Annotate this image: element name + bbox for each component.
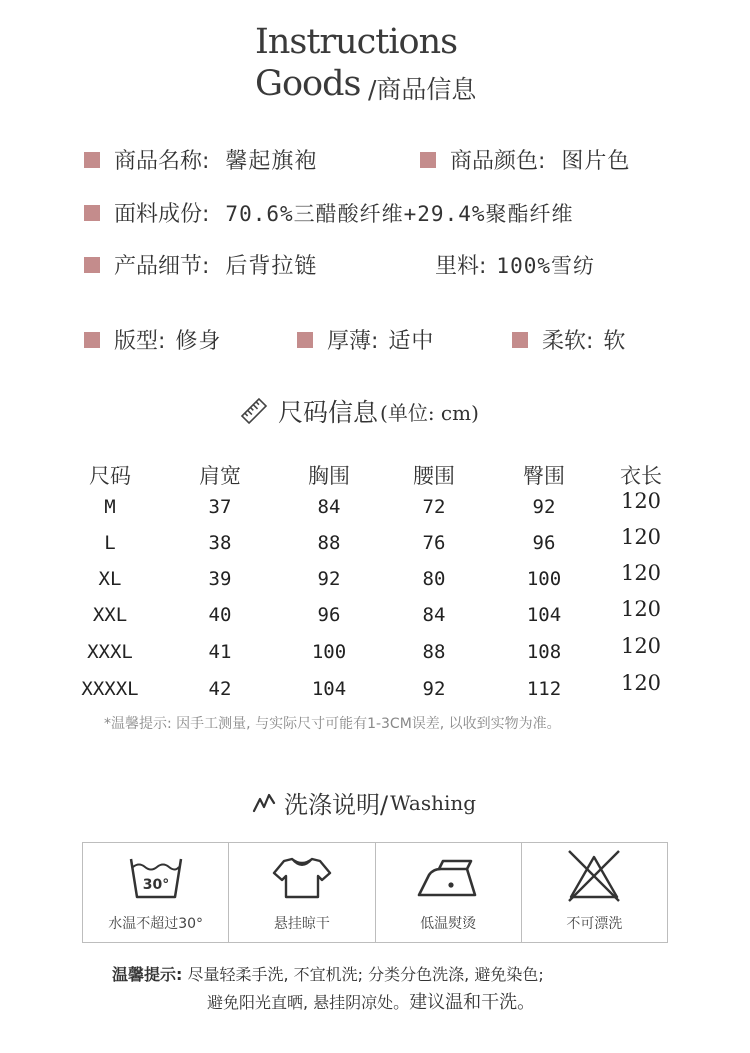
tip-text-1: 尽量轻柔手洗, 不宜机洗; 分类分色洗涤, 避免染色;	[187, 965, 544, 984]
table-cell-length: 120	[620, 525, 662, 549]
info-name	[84, 144, 317, 175]
care-item-wash-30	[83, 843, 229, 942]
table-cell-size: M	[104, 496, 116, 518]
detail-label: 产品细节:	[114, 254, 210, 279]
table-cell-size: XXXL	[87, 641, 133, 663]
table-cell-shoulder: 38	[208, 532, 232, 554]
thickness-label: 厚薄:	[327, 329, 379, 354]
care-item-low-iron	[376, 843, 522, 942]
table-cell-size: L	[104, 532, 116, 554]
softness-value: 软	[603, 329, 627, 354]
bullet-square-icon	[512, 332, 528, 348]
care-instructions-box	[82, 842, 668, 943]
table-header-waist: 腰围	[413, 464, 455, 488]
table-cell-bust: 88	[317, 532, 341, 554]
table-cell-size: XXXXL	[81, 678, 139, 700]
no-bleach-icon	[565, 847, 623, 903]
fabric-value: 70.6%三醋酸纤维+29.4%聚酯纤维	[225, 201, 574, 226]
table-header-shoulder: 肩宽	[199, 464, 241, 488]
lining-value: 100%雪纺	[496, 253, 595, 278]
table-cell-shoulder: 41	[208, 641, 232, 663]
table-cell-waist: 92	[422, 678, 446, 700]
wash-30-icon	[127, 853, 185, 903]
lining-label: 里料:	[435, 254, 487, 279]
softness-label: 柔软:	[542, 329, 594, 354]
table-cell-bust: 92	[317, 568, 341, 590]
info-color	[420, 144, 630, 175]
table-cell-shoulder: 37	[208, 496, 232, 518]
info-detail	[84, 249, 317, 280]
table-header-hip: 臀围	[523, 464, 565, 488]
table-cell-hip: 104	[526, 604, 562, 626]
table-cell-bust: 84	[317, 496, 341, 518]
fit-value: 修身	[175, 329, 222, 354]
table-cell-bust: 96	[317, 604, 341, 626]
table-cell-hip: 108	[526, 641, 562, 663]
washing-heading	[252, 785, 476, 820]
table-cell-shoulder: 42	[208, 678, 232, 700]
size-note: *温馨提示: 因手工测量, 与实际尺寸可能有1-3CM误差, 以收到实物为准。	[104, 716, 561, 732]
title-product-info-cn: /商品信息	[368, 75, 477, 104]
washing-heading-en: Washing	[390, 790, 477, 815]
table-cell-length: 120	[620, 489, 662, 513]
table-cell-waist: 88	[422, 641, 446, 663]
table-header-bust: 胸围	[308, 464, 350, 488]
care-label-iron: 低温熨烫	[420, 916, 477, 932]
table-cell-bust: 104	[311, 678, 347, 700]
table-cell-shoulder: 40	[208, 604, 232, 626]
washing-tip-line1	[112, 962, 544, 985]
ruler-icon	[240, 397, 268, 425]
name-label: 商品名称:	[114, 149, 210, 174]
info-fabric	[84, 197, 574, 228]
fabric-label: 面料成份:	[114, 202, 210, 227]
info-thickness	[297, 324, 434, 355]
color-label: 商品颜色:	[450, 149, 546, 174]
size-heading-title: 尺码信息	[278, 398, 379, 427]
bullet-square-icon	[84, 205, 100, 221]
table-header-length: 衣长	[620, 464, 662, 488]
wash-temp-label: 30°	[142, 877, 169, 893]
fit-label: 版型:	[114, 329, 166, 354]
color-value: 图片色	[561, 149, 631, 174]
hang-dry-icon	[272, 853, 332, 903]
title-goods: Goods	[255, 64, 361, 104]
tip-text-2b: 建议温和干洗。	[409, 992, 536, 1013]
table-cell-length: 120	[620, 597, 662, 621]
thickness-value: 适中	[388, 329, 435, 354]
bullet-square-icon	[84, 332, 100, 348]
care-label-hang: 悬挂晾干	[273, 916, 330, 932]
washing-tip-line2	[207, 988, 535, 1014]
size-heading	[240, 393, 479, 429]
size-heading-unit: (单位: cm)	[380, 400, 479, 425]
table-cell-hip: 92	[532, 496, 556, 518]
table-cell-waist: 76	[422, 532, 446, 554]
info-softness	[512, 324, 626, 355]
table-cell-waist: 72	[422, 496, 446, 518]
table-cell-length: 120	[620, 671, 662, 695]
table-cell-size: XXL	[92, 604, 128, 626]
wavy-line-icon	[252, 791, 276, 815]
care-item-hang-dry	[229, 843, 375, 942]
table-cell-hip: 96	[532, 532, 556, 554]
table-cell-hip: 100	[526, 568, 562, 590]
table-cell-waist: 80	[422, 568, 446, 590]
care-label-wash: 水温不超过30°	[108, 916, 204, 932]
table-cell-length: 120	[620, 561, 662, 585]
table-cell-hip: 112	[526, 678, 562, 700]
table-cell-size: XL	[98, 568, 122, 590]
info-lining	[435, 249, 595, 280]
info-fit	[84, 324, 221, 355]
bullet-square-icon	[84, 257, 100, 273]
washing-heading-title: 洗涤说明/	[284, 791, 389, 819]
table-header-size: 尺码	[89, 464, 131, 488]
table-cell-waist: 84	[422, 604, 446, 626]
care-label-bleach: 不可漂洗	[566, 916, 623, 932]
table-cell-bust: 100	[311, 641, 347, 663]
care-item-no-bleach	[522, 843, 667, 942]
name-value: 馨起旗袍	[225, 149, 318, 174]
bullet-square-icon	[420, 152, 436, 168]
tip-text-2a: 避免阳光直晒, 悬挂阴凉处。	[207, 993, 410, 1012]
tip-label: 温馨提示:	[112, 965, 183, 984]
low-iron-icon	[415, 853, 481, 903]
title-instructions: Instructions	[255, 22, 458, 62]
bullet-square-icon	[297, 332, 313, 348]
table-cell-shoulder: 39	[208, 568, 232, 590]
bullet-square-icon	[84, 152, 100, 168]
table-cell-length: 120	[620, 634, 662, 658]
detail-value: 后背拉链	[225, 254, 318, 279]
